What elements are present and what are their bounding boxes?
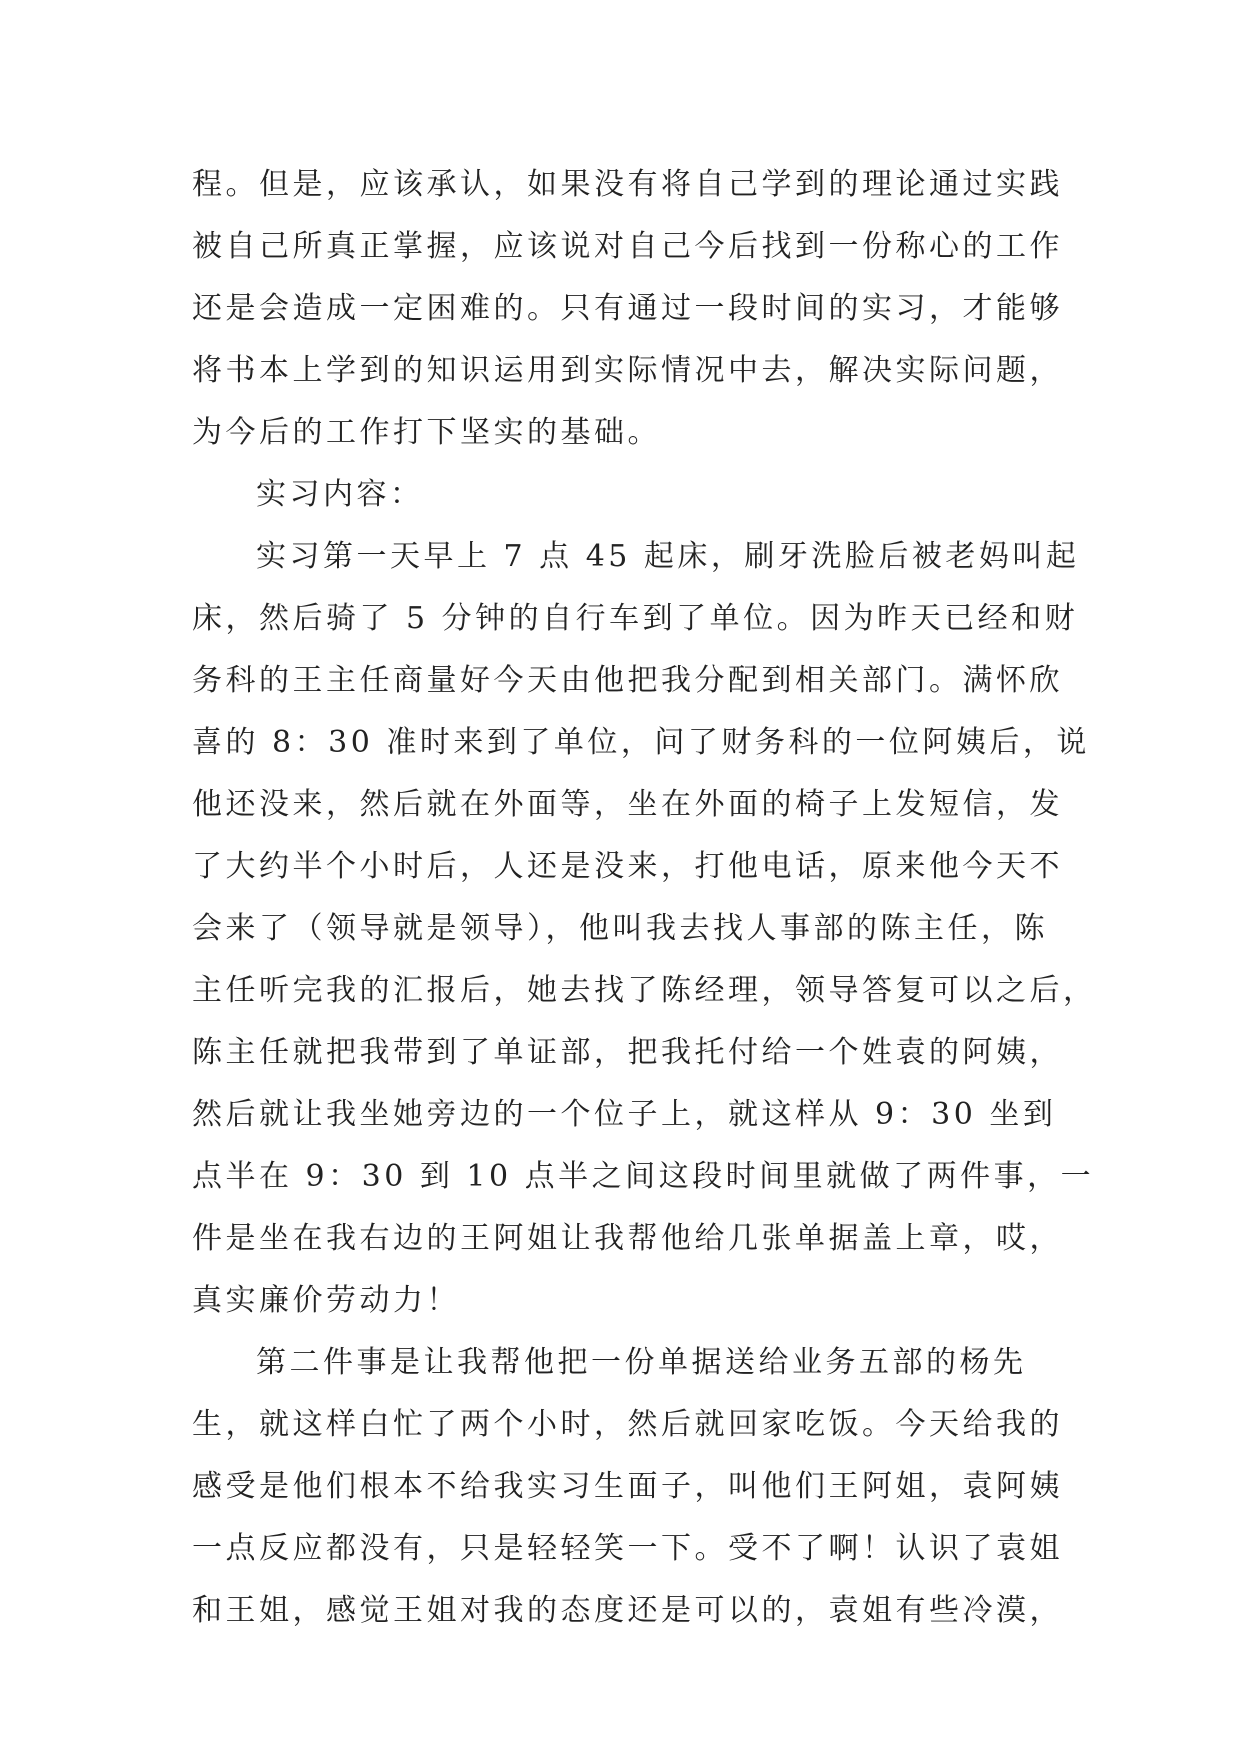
text-line: 程。但是，应该承认，如果没有将自己学到的理论通过实践: [192, 167, 1063, 202]
text-line: 主任听完我的汇报后，她去找了陈经理，领导答复可以之后，: [192, 973, 1097, 1008]
text-line: 被自己所真正掌握，应该说对自己今后找到一份称心的工作: [192, 229, 1063, 264]
text-line: 会来了（领导就是领导），他叫我去找人事部的陈主任，陈: [192, 911, 1048, 946]
text-line: 将书本上学到的知识运用到实际情况中去，解决实际问题，: [192, 353, 1063, 388]
text-line: 床，然后骑了 5 分钟的自行车到了单位。因为昨天已经和财: [192, 601, 1079, 636]
text-line: 陈主任就把我带到了单证部，把我托付给一个姓袁的阿姨，: [192, 1035, 1063, 1070]
text-line: 件是坐在我右边的王阿姐让我帮他给几张单据盖上章，哎，: [192, 1221, 1063, 1256]
text-line: 第二件事是让我帮他把一份单据送给业务五部的杨先: [256, 1345, 1027, 1380]
text-line: 他还没来，然后就在外面等，坐在外面的椅子上发短信，发: [192, 787, 1063, 822]
document-body: [192, 154, 1097, 1642]
text-line: 和王姐，感觉王姐对我的态度还是可以的，袁姐有些冷漠，: [192, 1593, 1063, 1628]
text-line: 点半在 9：30 到 10 点半之间这段时间里就做了两件事，一: [192, 1159, 1095, 1194]
text-line: 还是会造成一定困难的。只有通过一段时间的实习，才能够: [192, 291, 1063, 326]
text-line: 生，就这样白忙了两个小时，然后就回家吃饭。今天给我的: [192, 1407, 1063, 1442]
text-line: 实习内容：: [256, 477, 424, 512]
text-line: 喜的 8：30 准时来到了单位，问了财务科的一位阿姨后，说: [192, 725, 1090, 760]
text-line: 实习第一天早上 7 点 45 起床，刷牙洗脸后被老妈叫起: [256, 539, 1080, 574]
text-line: 感受是他们根本不给我实习生面子，叫他们王阿姐，袁阿姨: [192, 1469, 1063, 1504]
text-line: 一点反应都没有，只是轻轻笑一下。受不了啊！认识了袁姐: [192, 1531, 1063, 1566]
text-line: 务科的王主任商量好今天由他把我分配到相关部门。满怀欣: [192, 663, 1063, 698]
text-line: 然后就让我坐她旁边的一个位子上，就这样从 9：30 坐到: [192, 1097, 1057, 1132]
text-line: 为今后的工作打下坚实的基础。: [192, 415, 661, 450]
text-line: 真实廉价劳动力！: [192, 1283, 460, 1318]
text-line: 了大约半个小时后，人还是没来，打他电话，原来他今天不: [192, 849, 1063, 884]
